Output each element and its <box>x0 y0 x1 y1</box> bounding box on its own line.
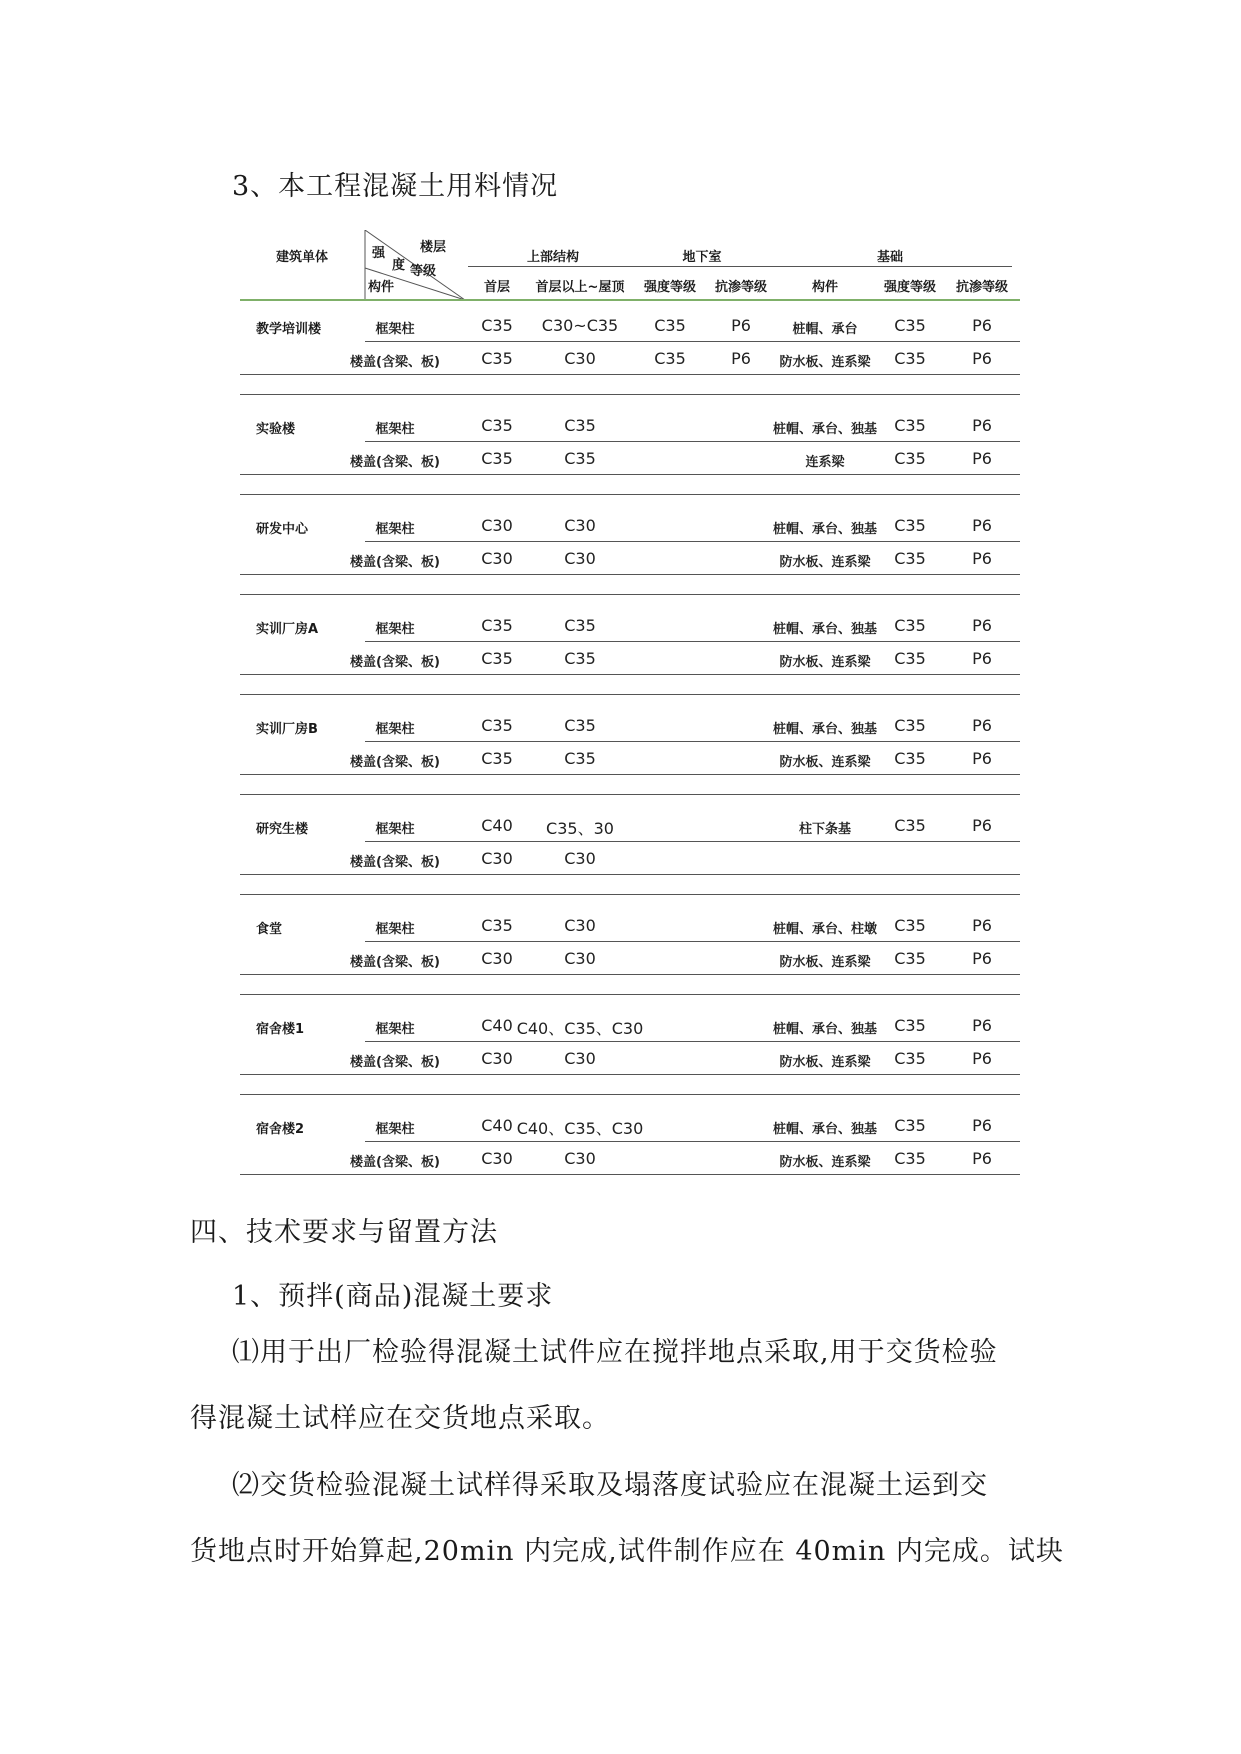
cell-component: 楼盖(含梁、板) <box>350 455 440 470</box>
cell-f-strength: C35 <box>894 616 926 635</box>
cell-component: 框架柱 <box>375 1022 415 1037</box>
cell-first: C35 <box>481 416 513 435</box>
cell-first: C35 <box>481 716 513 735</box>
section-heading: 3、本工程混凝土用料情况 <box>232 171 559 202</box>
block-top-rule <box>240 394 1020 395</box>
cell-f-strength: C35 <box>894 416 926 435</box>
cell-f-strength: C35 <box>894 1116 926 1135</box>
cell-above: C30 <box>564 1049 596 1068</box>
cell-f-component: 桩帽、承台、独基 <box>772 1122 878 1137</box>
row-rule <box>240 674 1020 675</box>
cell-f-strength: C35 <box>894 349 926 368</box>
cell-f-component: 防水板、连系梁 <box>779 955 871 970</box>
row-rule <box>240 1074 1020 1075</box>
cell-above: C30 <box>564 849 596 868</box>
cell-above: C30 <box>564 349 596 368</box>
cell-f-component: 桩帽、承台、柱墩 <box>772 922 878 937</box>
cell-f-strength: C35 <box>894 1149 926 1168</box>
cell-above: C30 <box>564 916 596 935</box>
header-col-foundation-strength: 强度等级 <box>883 280 937 295</box>
row-rule <box>240 474 1020 475</box>
cell-above: C35 <box>564 749 596 768</box>
cell-first: C35 <box>481 649 513 668</box>
cell-f-seepage: P6 <box>972 549 992 568</box>
paragraph-1 <box>190 1320 1060 1452</box>
cell-component: 楼盖(含梁、板) <box>350 555 440 570</box>
cell-f-strength: C35 <box>894 1016 926 1035</box>
cell-b-seepage: P6 <box>731 349 751 368</box>
cell-above: C30 <box>564 949 596 968</box>
header-diagonal-lines <box>240 230 1020 310</box>
cell-component: 框架柱 <box>375 522 415 537</box>
paragraph-1-line-1: ⑴用于出厂检验得混凝土试件应在搅拌地点采取,用于交货检验 <box>232 1337 998 1368</box>
cell-f-seepage: P6 <box>972 416 992 435</box>
cell-f-strength: C35 <box>894 549 926 568</box>
paragraph-2 <box>190 1453 1064 1585</box>
cell-first: C40 <box>481 1116 513 1135</box>
cell-f-seepage: P6 <box>972 1049 992 1068</box>
cell-component: 楼盖(含梁、板) <box>350 1055 440 1070</box>
building-name: 教学培训楼 <box>256 322 322 337</box>
cell-f-strength: C35 <box>894 516 926 535</box>
header-group-upper: 上部结构 <box>526 250 580 265</box>
cell-f-seepage: P6 <box>972 816 992 835</box>
building-name: 实验楼 <box>256 422 296 437</box>
cell-first: C35 <box>481 316 513 335</box>
block-top-rule <box>240 794 1020 795</box>
cell-component: 框架柱 <box>375 922 415 937</box>
row-rule <box>365 941 1020 942</box>
cell-above: C35 <box>564 416 596 435</box>
block-top-rule <box>240 594 1020 595</box>
cell-f-component: 防水板、连系梁 <box>779 755 871 770</box>
cell-above: C35 <box>564 649 596 668</box>
cell-f-seepage: P6 <box>972 749 992 768</box>
row-rule <box>365 841 1020 842</box>
building-name: 实训厂房A <box>256 622 319 637</box>
cell-component: 楼盖(含梁、板) <box>350 755 440 770</box>
cell-f-seepage: P6 <box>972 616 992 635</box>
cell-above: C35、30 <box>546 819 614 838</box>
cell-f-component: 连系梁 <box>805 455 845 470</box>
header-col-foundation-seepage: 抗渗等级 <box>955 280 1009 295</box>
concrete-usage-table <box>240 230 1020 1170</box>
cell-f-seepage: P6 <box>972 649 992 668</box>
row-rule <box>240 974 1020 975</box>
cell-above: C40、C35、C30 <box>516 1019 644 1038</box>
cell-above: C30 <box>564 516 596 535</box>
cell-f-strength: C35 <box>894 916 926 935</box>
cell-f-seepage: P6 <box>972 349 992 368</box>
building-name: 研究生楼 <box>256 822 309 837</box>
header-diag-floor: 楼层 <box>420 240 447 255</box>
cell-f-component: 桩帽、承台、独基 <box>772 722 878 737</box>
row-rule <box>240 774 1020 775</box>
cell-first: C30 <box>481 949 513 968</box>
chapter-heading: 四、技术要求与留置方法 <box>190 1217 498 1248</box>
header-col-above-first: 首层以上~屋顶 <box>535 280 625 295</box>
cell-first: C35 <box>481 916 513 935</box>
cell-component: 框架柱 <box>375 622 415 637</box>
building-name: 宿舍楼1 <box>256 1022 305 1037</box>
cell-f-seepage: P6 <box>972 916 992 935</box>
cell-f-strength: C35 <box>894 449 926 468</box>
cell-b-strength: C35 <box>654 349 686 368</box>
cell-first: C30 <box>481 516 513 535</box>
building-name: 食堂 <box>256 922 283 937</box>
row-rule <box>365 341 1020 342</box>
cell-f-component: 防水板、连系梁 <box>779 655 871 670</box>
cell-first: C30 <box>481 1149 513 1168</box>
cell-component: 框架柱 <box>375 422 415 437</box>
header-building: 建筑单体 <box>276 250 329 265</box>
cell-f-strength: C35 <box>894 816 926 835</box>
header-col-foundation-component: 构件 <box>811 280 839 295</box>
cell-f-component: 防水板、连系梁 <box>779 1155 871 1170</box>
header-group-foundation: 基础 <box>876 250 904 265</box>
cell-above: C35 <box>564 716 596 735</box>
cell-component: 楼盖(含梁、板) <box>350 355 440 370</box>
block-top-rule <box>240 994 1020 995</box>
cell-above: C30~C35 <box>541 316 619 335</box>
cell-component: 框架柱 <box>375 822 415 837</box>
header-col-first-floor: 首层 <box>483 280 511 295</box>
row-rule <box>365 1141 1020 1142</box>
cell-f-seepage: P6 <box>972 1149 992 1168</box>
cell-above: C35 <box>564 616 596 635</box>
paragraph-2-line-1: ⑵交货检验混凝土试样得采取及塌落度试验应在混凝土运到交 <box>232 1470 988 1501</box>
header-sub-rule <box>468 266 1012 267</box>
block-top-rule <box>240 894 1020 895</box>
cell-f-strength: C35 <box>894 1049 926 1068</box>
cell-f-seepage: P6 <box>972 1116 992 1135</box>
header-col-basement-seepage: 抗渗等级 <box>714 280 768 295</box>
cell-first: C30 <box>481 849 513 868</box>
paragraph-2-line-2: 货地点时开始算起,20min 内完成,试件制作应在 40min 内完成。试块 <box>190 1536 1064 1567</box>
cell-first: C35 <box>481 749 513 768</box>
cell-above: C40、C35、C30 <box>516 1119 644 1138</box>
cell-component: 框架柱 <box>375 1122 415 1137</box>
header-group-basement: 地下室 <box>682 250 722 265</box>
cell-component: 框架柱 <box>375 722 415 737</box>
row-rule <box>365 541 1020 542</box>
header-col-basement-strength: 强度等级 <box>643 280 697 295</box>
cell-f-strength: C35 <box>894 949 926 968</box>
row-rule <box>365 1041 1020 1042</box>
cell-f-component: 防水板、连系梁 <box>779 355 871 370</box>
cell-component: 楼盖(含梁、板) <box>350 1155 440 1170</box>
cell-first: C30 <box>481 549 513 568</box>
header-diag-grade: 等级 <box>410 264 437 279</box>
cell-first: C35 <box>481 349 513 368</box>
cell-f-seepage: P6 <box>972 449 992 468</box>
cell-f-strength: C35 <box>894 749 926 768</box>
cell-f-component: 桩帽、承台 <box>792 322 858 337</box>
cell-b-seepage: P6 <box>731 316 751 335</box>
cell-above: C30 <box>564 549 596 568</box>
building-name: 研发中心 <box>256 522 309 537</box>
cell-above: C35 <box>564 449 596 468</box>
cell-f-component: 防水板、连系梁 <box>779 555 871 570</box>
cell-component: 框架柱 <box>375 322 415 337</box>
cell-f-component: 桩帽、承台、独基 <box>772 522 878 537</box>
row-rule <box>240 374 1020 375</box>
row-rule <box>365 641 1020 642</box>
row-rule <box>240 1174 1020 1175</box>
header-bottom-rule <box>240 299 1020 301</box>
building-name: 宿舍楼2 <box>256 1122 305 1137</box>
cell-b-strength: C35 <box>654 316 686 335</box>
cell-component: 楼盖(含梁、板) <box>350 955 440 970</box>
cell-f-strength: C35 <box>894 716 926 735</box>
cell-f-seepage: P6 <box>972 949 992 968</box>
row-rule <box>240 874 1020 875</box>
cell-first: C40 <box>481 1016 513 1035</box>
header-diag-strength: 强 <box>372 246 386 261</box>
cell-first: C35 <box>481 449 513 468</box>
paragraph-1-line-2: 得混凝土试样应在交货地点采取。 <box>190 1403 610 1434</box>
cell-f-seepage: P6 <box>972 716 992 735</box>
cell-f-component: 防水板、连系梁 <box>779 1055 871 1070</box>
cell-f-strength: C35 <box>894 649 926 668</box>
header-diag-component: 构件 <box>368 280 395 295</box>
row-rule <box>365 741 1020 742</box>
cell-f-seepage: P6 <box>972 516 992 535</box>
cell-f-seepage: P6 <box>972 316 992 335</box>
cell-first: C30 <box>481 1049 513 1068</box>
row-rule <box>365 441 1020 442</box>
cell-f-component: 柱下条基 <box>798 822 852 837</box>
cell-f-strength: C35 <box>894 316 926 335</box>
header-diag-degree: 度 <box>392 258 406 273</box>
cell-f-component: 桩帽、承台、独基 <box>772 422 878 437</box>
cell-f-component: 桩帽、承台、独基 <box>772 622 878 637</box>
cell-component: 楼盖(含梁、板) <box>350 655 440 670</box>
cell-first: C35 <box>481 616 513 635</box>
cell-component: 楼盖(含梁、板) <box>350 855 440 870</box>
sub-heading: 1、预拌(商品)混凝土要求 <box>232 1281 554 1312</box>
building-name: 实训厂房B <box>256 722 318 737</box>
cell-first: C40 <box>481 816 513 835</box>
row-rule <box>240 574 1020 575</box>
cell-above: C30 <box>564 1149 596 1168</box>
cell-f-component: 桩帽、承台、独基 <box>772 1022 878 1037</box>
block-top-rule <box>240 1094 1020 1095</box>
block-top-rule <box>240 494 1020 495</box>
block-top-rule <box>240 694 1020 695</box>
cell-f-seepage: P6 <box>972 1016 992 1035</box>
